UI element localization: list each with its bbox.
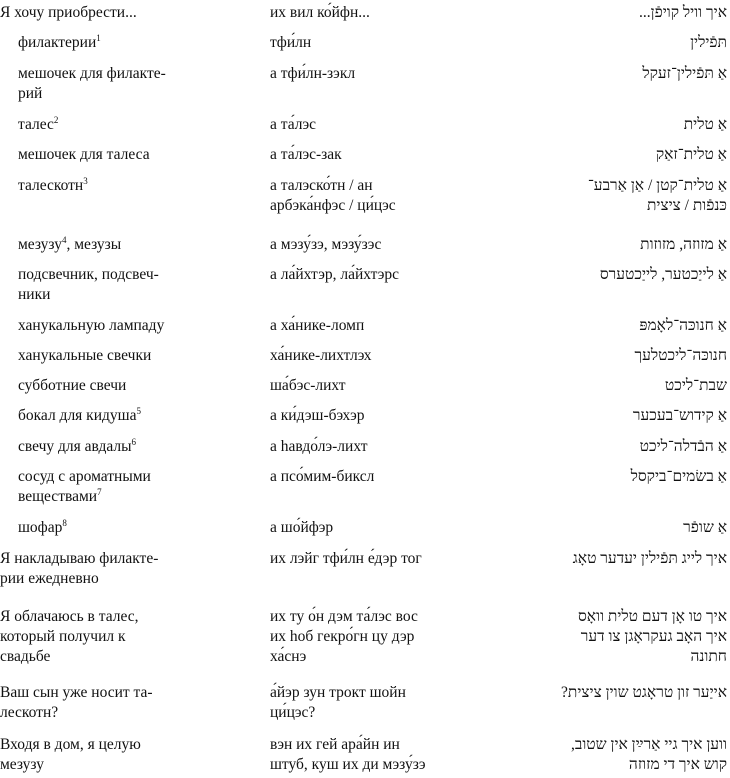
transliteration-text: а талэско́тн / ан арбэка́нфэс / ци́цэс [270, 177, 396, 214]
transliteration-text: а ки́дэш-бэхэр [270, 407, 365, 424]
yiddish-text: איך לייג תּפֿילין יעדער טאָג [572, 550, 727, 567]
transliteration-text: а мэзу́зэ, мэзу́зэс [270, 236, 382, 253]
russian-text: ханукальные свечки [18, 347, 152, 364]
transliteration-text: а ха́нике-ломп [270, 317, 365, 334]
footnote-marker: 6 [131, 436, 137, 447]
russian-text: филактерии$^1$ [18, 32, 101, 51]
transliteration-text: а та́лэс-зак [270, 146, 342, 163]
yiddish-text: אַ לייַכטער, לייַכטערס [599, 266, 727, 283]
russian-text: подсвечник, подсвеч- ники [18, 266, 159, 303]
transliteration-text: их лэйг тфи́лн е́дэр тог [270, 550, 422, 567]
yiddish-text: ווען איך גיי אַרײַן אין שטוב, קוש איך די מזוזה [570, 736, 727, 773]
russian-text: шофар$^8$ [18, 517, 67, 536]
russian-text: сосуд с ароматными веществами$^7$ [18, 468, 151, 505]
russian-text: мешочек для талеса [18, 146, 150, 163]
yiddish-text: אַ טלית־קטן / אַן אַרבע־ כּנפֿות / ציצית [587, 177, 727, 214]
russian-text: талескотн$^3$ [18, 175, 88, 194]
transliteration-text: а шо́йфэр [270, 519, 334, 536]
russian-text: субботние свечи [18, 377, 127, 394]
transliteration-text: вэн их гей ара́йн ин штуб, куш их ди мэзу́зэ [270, 736, 426, 773]
yiddish-text: תּפֿילין [690, 34, 727, 51]
transliteration-text: ша́бэс-лихт [270, 377, 346, 394]
yiddish-text: אַ הבֿדלה־ליכט [639, 438, 727, 455]
transliteration-text: тфи́лн [270, 34, 312, 51]
yiddish-text: אייַער זון טראָגט שוין ציצית? [561, 684, 727, 701]
transliteration-text: их ту о́н дэм та́лэс вос их hоб гекро́гн цу дэр ха́снэ [270, 608, 418, 665]
transliteration-text: а тфи́лн-зэкл [270, 65, 356, 82]
footnote-marker: 8 [62, 517, 67, 528]
russian-text: талес$^2$ [18, 114, 59, 133]
footnote-marker: 1 [96, 32, 101, 43]
yiddish-text: שבת־ליכט [664, 377, 727, 394]
yiddish-text: חנוכּה־ליכטלעך [634, 347, 727, 364]
transliteration-text: а псо́мим-биксл [270, 468, 375, 485]
footnote-marker: 7 [97, 486, 102, 497]
russian-text: Я накладываю филакте- рии ежедневно [0, 550, 159, 587]
footnote-marker: 5 [136, 405, 141, 416]
yiddish-text: איך טו אָן דעם טלית וואָס איך האָב געקראָגן צו דער חתונה [577, 608, 727, 665]
footnote-marker: 3 [83, 175, 88, 186]
transliteration-text: а та́лэс [270, 116, 317, 133]
russian-text: Входя в дом, я целую мезузу [0, 736, 141, 773]
yiddish-text: אַ מזוזה, מזוזות [640, 236, 727, 253]
russian-text: Я хочу приобрести... [0, 4, 137, 21]
russian-text: Я облачаюсь в талес, который получил к свадьбе [0, 608, 139, 665]
footnote-marker: 2 [53, 114, 59, 125]
russian-text: мезузу$^4$, мезузы [18, 234, 122, 253]
yiddish-text: אַ שופֿר [683, 519, 727, 536]
transliteration-text: ха́нике-лихтлэх [270, 347, 372, 364]
yiddish-text: אַ חנוכּה־לאָמפּ [639, 317, 727, 334]
yiddish-text: אַ טלית [683, 116, 727, 133]
transliteration-text: их вил ко́йфн... [270, 4, 370, 21]
russian-text: ханукальную лампаду [18, 317, 165, 334]
yiddish-text: אַ קידוש־בעכער [632, 407, 727, 424]
yiddish-text: איך וויל קויפֿן... [639, 4, 727, 21]
russian-text: бокал для кидуша$^5$ [18, 405, 141, 424]
russian-text: Ваш сын уже носит та- лескотн? [0, 684, 153, 721]
footnote-marker: 4 [61, 234, 67, 245]
yiddish-text: אַ תּפֿילין־זעקל [642, 65, 727, 82]
transliteration-text: а hавдо́лэ-лихт [270, 438, 368, 455]
russian-text: мешочек для филакте- рий [18, 65, 166, 102]
transliteration-text: а ла́йхтэр, ла́йхтэрс [270, 266, 400, 283]
yiddish-text: אַ טלית־זאַק [655, 146, 727, 163]
yiddish-text: אַ בשׂמים־ביקסל [630, 468, 727, 485]
russian-text: свечу для авдалы$^6$ [18, 436, 137, 455]
transliteration-text: а́йэр зун трокт шойн ци́цэс? [270, 684, 406, 721]
